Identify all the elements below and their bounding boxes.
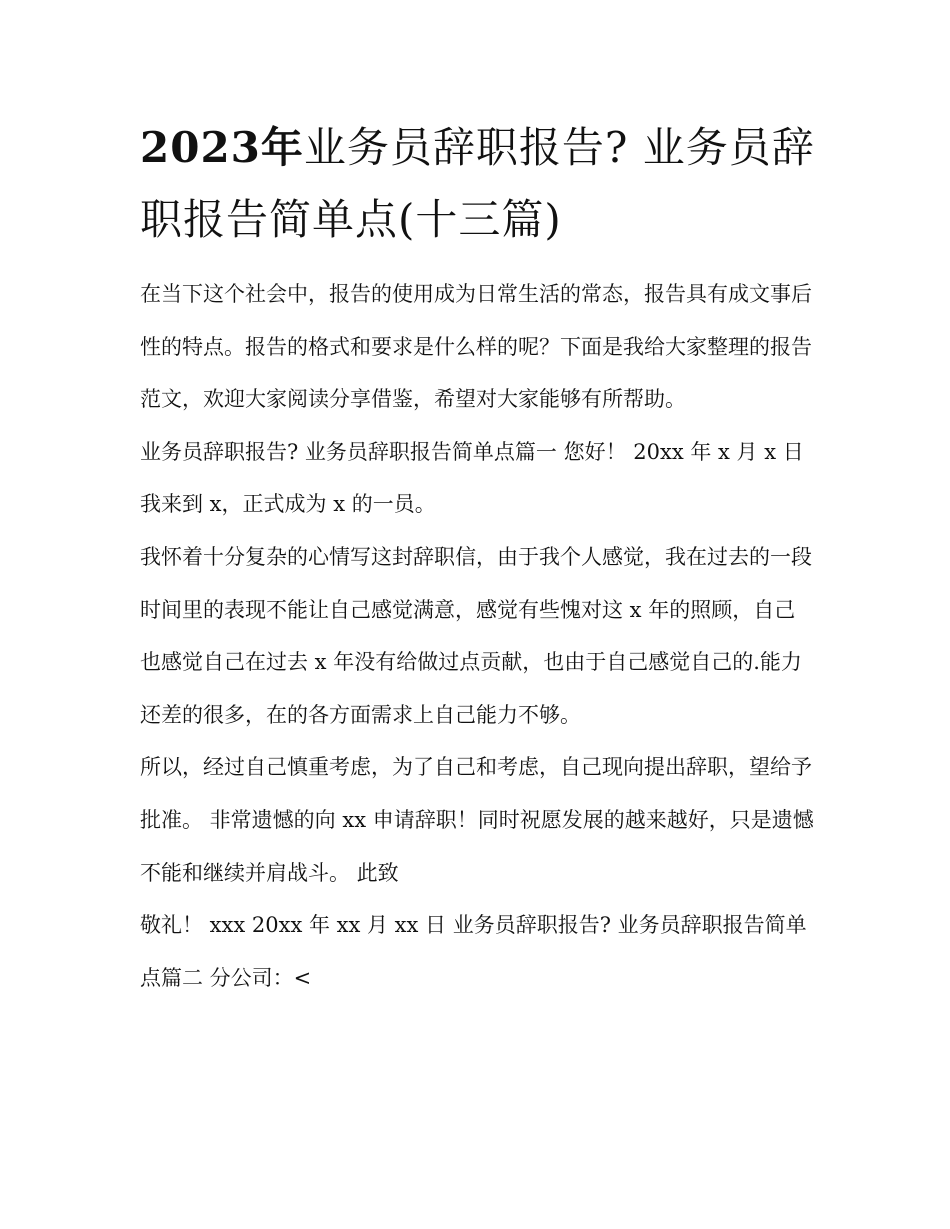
intro-paragraph: 在当下这个社会中，报告的使用成为日常生活的常态，报告具有成文事后性的特点。报告的格式和要求是什么样的呢？下面是我给大家整理的报告范文，欢迎大家阅读分享借鉴，希望对大家能够有所帮助。	[140, 282, 812, 412]
title-lead: 2023年	[140, 123, 304, 172]
document-body	[140, 268, 815, 1004]
body-paragraph: 所以，经过自己慎重考虑，为了自己和考虑，自己现向提出辞职，望给予批准。 非常遗憾的向 xx 申请辞职！同时祝愿发展的越来越好，只是遗憾不能和继续并肩战斗。 此致	[140, 755, 814, 885]
document-page	[140, 112, 815, 1004]
body-paragraph: 业务员辞职报告? 业务员辞职报告简单点篇一 您好！ 20xx 年 x 月 x 日我来到 x，正式成为 x 的一员。	[140, 439, 804, 517]
document-title	[140, 112, 815, 256]
body-paragraph: 敬礼！ xxx 20xx 年 xx 月 xx 日 业务员辞职报告? 业务员辞职报告简单点篇二 分公司：<	[140, 913, 807, 990]
body-paragraph: 我怀着十分复杂的心情写这封辞职信，由于我个人感觉，我在过去的一段时间里的表现不能让自己感觉满意，感觉有些愧对这 x 年的照顾，自己也感觉自己在过去 x 年没有给做过点贡献，也由于自己感觉自己的.能力还差的很多，在的各方面需求上自己能力不够。	[140, 544, 812, 727]
title-rest: 业务员辞职报告? 业务员辞职报告简单点(十三篇)	[140, 123, 815, 244]
